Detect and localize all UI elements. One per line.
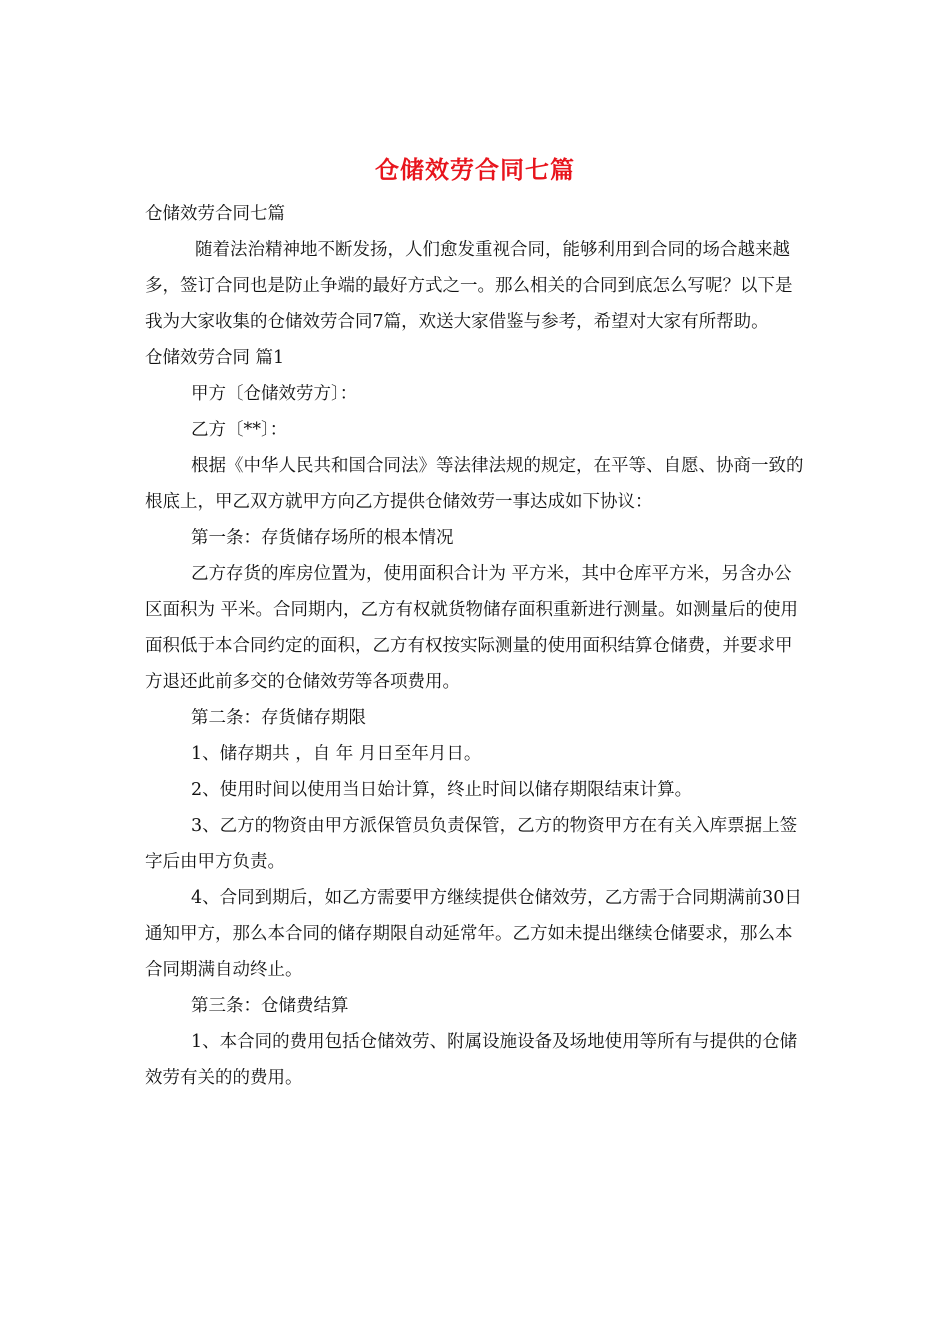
article-3-heading: 第三条：仓储费结算 [191, 996, 349, 1016]
article-2-item-1: 1、储存期共 ，自 年 月日至年月日。 [191, 744, 482, 764]
article-2-item-4: 4、合同到期后，如乙方需要甲方继续提供仓储效劳，乙方需于合同期满前30日通知甲方，那么本合同的储存期限自动延常年。乙方如未提出继续仓储要求，那么本合同期满自动终止。 [145, 888, 802, 980]
document-subtitle: 仓储效劳合同七篇 [145, 204, 285, 224]
document-title: 仓储效劳合同七篇 [375, 155, 575, 184]
article-1-heading: 第一条：存货储存场所的根本情况 [191, 528, 454, 548]
article-3-item-1: 1、本合同的费用包括仓储效劳、附属设施设备及场地使用等所有与提供的仓储效劳有关的的费用。 [145, 1032, 798, 1088]
intro-paragraph: 随着法治精神地不断发扬，人们愈发重视合同，能够利用到合同的场合越来越多，签订合同也是防止争端的最好方式之一。那么相关的合同到底怎么写呢？以下是我为大家收集的仓储效劳合同7篇，欢送大家借鉴与参考，希望对大家有所帮助。 [145, 240, 793, 332]
article-2-item-2: 2、使用时间以使用当日始计算，终止时间以储存期限结束计算。 [191, 780, 693, 800]
party-a-line: 甲方〔仓储效劳方〕： [191, 384, 358, 404]
section-heading: 仓储效劳合同 篇1 [145, 348, 285, 368]
article-2-heading: 第二条：存货储存期限 [191, 708, 366, 728]
document-page [145, 150, 805, 1096]
article-1-body: 乙方存货的库房位置为，使用面积合计为 平方米，其中仓库平方米，另含办公区面积为 平米。合同期内，乙方有权就货物储存面积重新进行测量。如测量后的使用面积低于本合同约定的面积，乙方有权按实际测量的使用面积结算仓储费，并要求甲方退还此前多交的仓储效劳等各项费用。 [145, 564, 799, 692]
article-2-item-3: 3、乙方的物资由甲方派保管员负责保管，乙方的物资甲方在有关入库票据上签字后由甲方负责。 [145, 816, 798, 872]
preamble-paragraph: 根据《中华人民共和国合同法》等法律法规的规定，在平等、自愿、协商一致的根底上，甲乙双方就甲方向乙方提供仓储效劳一事达成如下协议： [145, 456, 804, 512]
party-b-line: 乙方〔**〕： [191, 420, 288, 440]
